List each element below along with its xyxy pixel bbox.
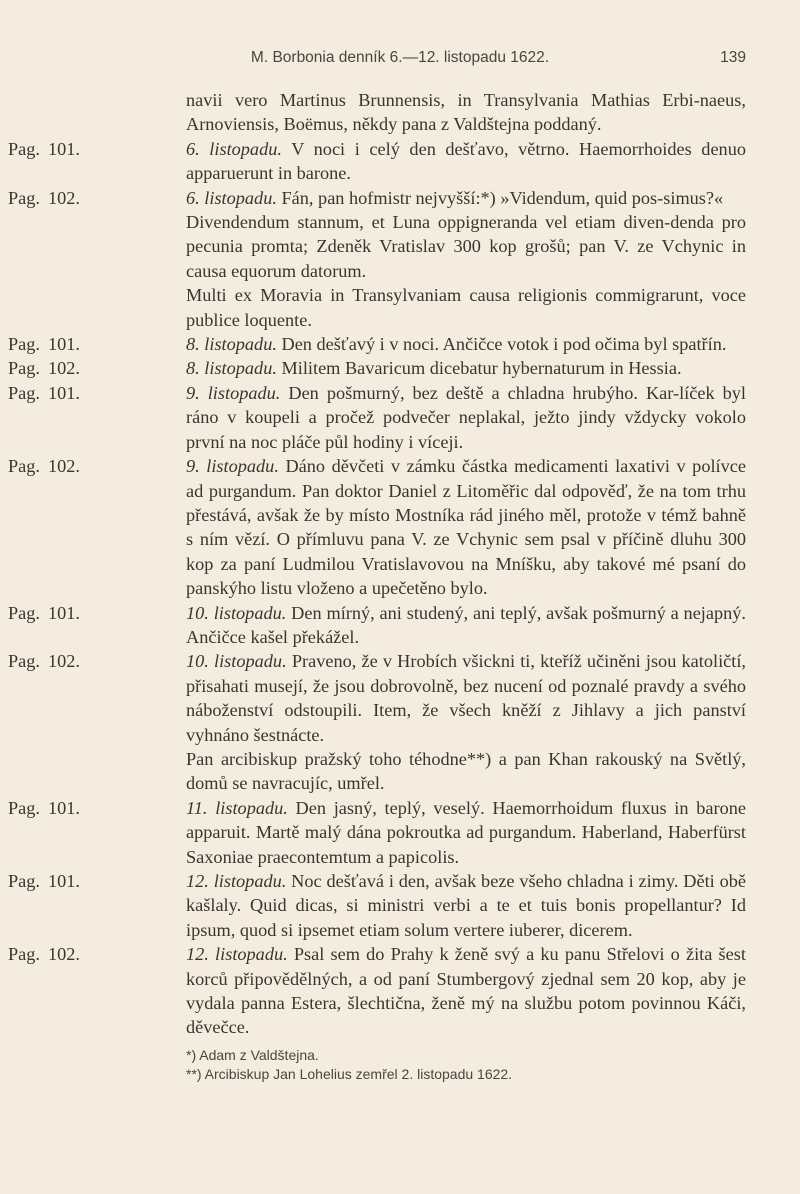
diary-entry xyxy=(0,942,800,1040)
diary-entry xyxy=(0,137,800,186)
reference-label: Pag. xyxy=(8,358,40,379)
reference-label: Pag. xyxy=(8,456,40,477)
reference-label: Pag. xyxy=(8,187,40,208)
entry-date: 6. listopadu. xyxy=(186,138,282,159)
reference-number: 101. xyxy=(48,334,80,355)
continuation-paragraph: Multi ex Moravia in Transylvaniam causa religionis commigrarunt, voce publice loquente. xyxy=(186,285,746,330)
diary-text xyxy=(0,88,800,1084)
entry-date: 10. listopadu. xyxy=(186,602,287,623)
entry-date: 8. listopadu. xyxy=(186,358,277,379)
page-reference xyxy=(8,137,80,161)
reference-number: 102. xyxy=(48,456,80,477)
entry-text: V noci i celý den dešťavo, větrno. Haemorrhoides denuo apparuerunt in barone. xyxy=(186,138,746,184)
reference-number: 101. xyxy=(48,871,80,891)
diary-entry xyxy=(0,601,800,650)
diary-entry xyxy=(0,381,800,454)
entry-text: Den mírný, ani studený, ani teplý, avšak pošmurný a nejapný. Ančičce kašel překážel. xyxy=(186,602,746,647)
entry-date: 12. listopadu. xyxy=(186,871,287,891)
entry-date: 8. listopadu. xyxy=(186,334,277,355)
entry-text: Praveno, že v Hrobích všickni ti, kteříž učiněni jsou katoličtí, přisahati musejí, že jsou dobrovolně, bez nucení od poznalé pravdy a svého náboženství odstoupili. Item, že všech kněží z Jihlavy a jich panství vyhnáno šestnácte. xyxy=(186,651,746,745)
reference-number: 101. xyxy=(48,138,80,159)
entry-text: Militem Bavaricum dicebatur hybernaturum in Hessia. xyxy=(276,358,682,379)
reference-number: 102. xyxy=(48,651,80,672)
reference-label: Pag. xyxy=(8,334,40,355)
entry-date: 9. listopadu. xyxy=(186,456,279,477)
diary-entry xyxy=(0,869,800,942)
page-number: 139 xyxy=(720,49,746,66)
intro-paragraph: navii vero Martinus Brunnensis, in Transylvania Mathias Erbi-naeus, Arnoviensis, Boëmus, někdy pana z Valdštejna poddaný. xyxy=(186,90,746,135)
entry-text: Dáno děvčeti v zámku částka medicamenti laxativi v polívce ad purgandum. Pan doktor Daniel z Litoměřic dal odpověď, že na tom trhu přestává, avšak že by místo Mostníka rád jiného měl, protože v témž bahně s ním vězí. O přímluvu pana V. ze Vchynic sem psal v příčině dluhu 300 kop za paní Ludmilou Vratislavovou na Mníšku, aby takové mé psaní do panskýho listu vloženo a upečetěno bylo. xyxy=(186,456,746,599)
diary-entry xyxy=(0,649,800,747)
footnotes xyxy=(0,1046,800,1084)
reference-number: 101. xyxy=(48,797,80,818)
running-header xyxy=(0,49,800,73)
diary-entry xyxy=(0,186,800,210)
reference-label: Pag. xyxy=(8,944,40,965)
reference-number: 102. xyxy=(48,358,80,379)
entry-text: Den dešťavý i v noci. Ančičce votok i pod očima byl spatřín. xyxy=(276,334,727,355)
page-reference xyxy=(8,601,80,625)
entry-date: 9. listopadu. xyxy=(186,382,281,403)
entry-text: Den pošmurný, bez deště a chladna hrubýho. Kar-líček byl ráno v koupeli a pročež podvečer neplakal, ježto jindy vždycky vokolo první na noc pláče půl hodiny i víceji. xyxy=(186,382,746,452)
page-reference xyxy=(8,796,80,820)
entry-text: Den jasný, teplý, veselý. Haemorrhoidum fluxus in barone apparuit. Martě malý dána pokroutka ad purgandum. Haberland, Haberfürst Saxoniae praecontemtum a papicolis. xyxy=(186,797,746,867)
page-reference xyxy=(8,332,80,356)
footnote: **) Arcibiskup Jan Lohelius zemřel 2. listopadu 1622. xyxy=(186,1065,513,1082)
diary-entry xyxy=(0,356,800,380)
reference-label: Pag. xyxy=(8,871,40,891)
entry-date: 10. listopadu. xyxy=(186,651,287,672)
reference-label: Pag. xyxy=(8,651,40,672)
footnote: *) Adam z Valdštejna. xyxy=(186,1046,319,1063)
reference-label: Pag. xyxy=(8,602,40,623)
reference-number: 102. xyxy=(48,944,80,965)
entry-date: 12. listopadu. xyxy=(186,944,288,965)
page-reference xyxy=(8,649,80,673)
diary-entry xyxy=(0,454,800,600)
reference-number: 101. xyxy=(48,382,80,403)
page-reference xyxy=(8,186,80,210)
continuation-paragraph: Pan arcibiskup pražský toho téhodne**) a pan Khan rakouský na Světlý, domů se navracujíc, umřel. xyxy=(186,748,746,794)
continuation-paragraph: Divendendum stannum, et Luna oppigneranda vel etiam diven-denda pro pecunia promta; Zdeněk Vratislav 300 kop grošů; pan V. ze Vchynic in causa equorum datorum. xyxy=(186,212,746,281)
page-reference xyxy=(8,942,80,966)
reference-label: Pag. xyxy=(8,382,40,403)
entry-text: Psal sem do Prahy k ženě svý a ku panu Střelovi o žita šest korců připovědělných, a od paní Stumbergový zjednal sem 20 kop, aby je vydala panna Estera, šlechtična, ženě mý na službu potom povinnou Káči, děvečce. xyxy=(186,944,746,1038)
page-reference xyxy=(8,869,80,893)
reference-number: 101. xyxy=(48,602,80,623)
entry-text: Noc dešťavá i den, avšak beze všeho chladna i zimy. Děti obě kašlaly. Quid dicas, si ministri verbi a te et tuis bonis propellantur? Id ipsum, quod si ipsemet etiam solum vertere iuberer, dicerem. xyxy=(186,871,746,940)
page-reference xyxy=(8,356,80,380)
diary-entry xyxy=(0,332,800,356)
reference-label: Pag. xyxy=(8,138,40,159)
entry-text: Fán, pan hofmistr nejvyšší:*) »Videndum, quid pos-simus?« xyxy=(276,187,724,208)
header-title: M. Borbonia denník 6.—12. listopadu 1622. xyxy=(250,49,550,66)
entry-date: 11. listopadu. xyxy=(186,797,288,818)
reference-label: Pag. xyxy=(8,797,40,818)
entry-date: 6. listopadu. xyxy=(186,187,277,208)
diary-entry xyxy=(0,796,800,869)
page-reference xyxy=(8,381,80,405)
reference-number: 102. xyxy=(48,187,80,208)
page-reference xyxy=(8,454,80,478)
